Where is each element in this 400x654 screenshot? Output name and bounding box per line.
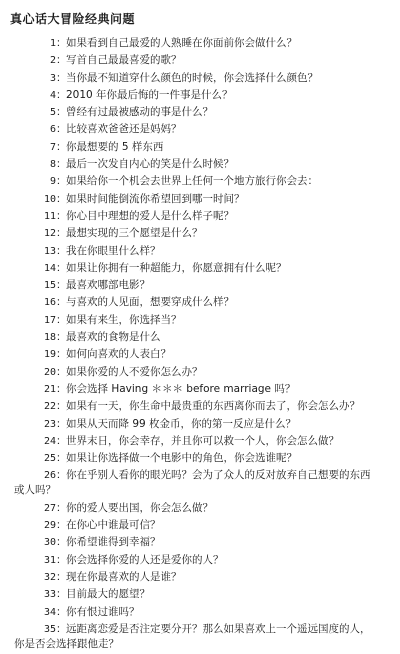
question-colon: ： bbox=[56, 469, 67, 482]
question-number: 30 bbox=[43, 537, 56, 549]
question-number: 18 bbox=[43, 332, 56, 344]
question-number: 11 bbox=[43, 210, 56, 222]
question-item bbox=[0, 278, 400, 293]
question-colon: ： bbox=[56, 331, 67, 344]
question-colon: ： bbox=[56, 209, 67, 222]
question-colon: ： bbox=[56, 88, 67, 101]
question-item bbox=[0, 330, 400, 345]
question-text: 现在你最喜欢的人是谁？ bbox=[66, 570, 182, 583]
question-number: 20 bbox=[43, 366, 56, 378]
question-number: 23 bbox=[43, 418, 56, 430]
question-text: 你希望谁得到幸福？ bbox=[66, 536, 161, 549]
question-colon: ： bbox=[56, 622, 67, 635]
question-item bbox=[0, 434, 400, 449]
question-number: 1 bbox=[49, 38, 56, 49]
question-number: 3 bbox=[49, 72, 56, 84]
question-number: 27 bbox=[43, 502, 56, 514]
question-colon: ： bbox=[56, 382, 67, 395]
question-item bbox=[0, 71, 400, 86]
question-text: 2010 年你最后悔的一件事是什么？ bbox=[66, 88, 233, 101]
question-number: 4 bbox=[49, 89, 56, 101]
question-item bbox=[0, 451, 400, 466]
question-colon: ： bbox=[56, 570, 67, 583]
question-text: 你心目中理想的爱人是什么样子呢？ bbox=[66, 209, 234, 222]
question-number: 6 bbox=[49, 124, 56, 136]
question-colon: ： bbox=[56, 244, 67, 257]
question-colon: ： bbox=[56, 588, 67, 601]
question-item bbox=[0, 382, 400, 397]
question-item bbox=[0, 36, 400, 51]
question-colon: ： bbox=[56, 553, 67, 566]
question-item bbox=[0, 417, 400, 432]
question-colon: ： bbox=[56, 434, 67, 447]
question-text: 你会选择 Having ＊＊＊ before marriage 吗？ bbox=[66, 382, 296, 395]
question-colon: ： bbox=[56, 417, 67, 430]
question-text: 如果给你一个机会去世界上任何一个地方旅行你会去： bbox=[66, 175, 318, 188]
question-colon: ： bbox=[56, 536, 67, 549]
question-number: 35 bbox=[43, 623, 56, 635]
question-text: 比较喜欢爸爸还是妈妈？ bbox=[66, 123, 182, 136]
question-item bbox=[0, 365, 400, 380]
question-number: 29 bbox=[43, 520, 56, 532]
document-title: 真心话大冒险经典问题 bbox=[10, 12, 136, 26]
question-colon: ： bbox=[56, 348, 67, 361]
question-colon: ： bbox=[56, 227, 67, 240]
question-item bbox=[0, 174, 400, 189]
question-number: 10 bbox=[43, 193, 56, 205]
question-text: 最喜欢的食物是什么 bbox=[66, 331, 161, 344]
question-number: 12 bbox=[43, 228, 56, 240]
question-number: 34 bbox=[43, 606, 56, 618]
question-item bbox=[0, 468, 400, 498]
question-number: 33 bbox=[43, 589, 56, 601]
question-item bbox=[0, 347, 400, 362]
question-colon: ： bbox=[56, 158, 67, 171]
question-text: 如果你爱的人不爱你怎么办？ bbox=[66, 365, 203, 378]
question-number: 5 bbox=[49, 107, 56, 119]
question-text: 最后一次发自内心的笑是什么时候？ bbox=[66, 158, 234, 171]
question-number: 17 bbox=[43, 314, 56, 326]
question-colon: ： bbox=[56, 296, 67, 309]
question-colon: ： bbox=[56, 279, 67, 292]
question-text: 你在乎别人看你的眼光吗？会为了众人的反对放弃自己想要的东西 bbox=[66, 469, 371, 482]
question-item bbox=[0, 226, 400, 241]
question-item bbox=[0, 122, 400, 137]
question-colon: ： bbox=[56, 519, 67, 532]
question-colon: ： bbox=[56, 452, 67, 465]
question-number: 7 bbox=[49, 141, 56, 153]
question-text: 最想实现的三个愿望是什么？ bbox=[66, 227, 203, 240]
question-text: 你的爱人要出国，你会怎么做？ bbox=[66, 501, 213, 514]
question-text: 你最想要的 5 样东西 bbox=[66, 140, 164, 153]
question-text: 如果看到自己最爱的人熟睡在你面前你会做什么？ bbox=[66, 37, 297, 49]
question-text: 你会选择你爱的人还是爱你的人？ bbox=[66, 553, 224, 566]
question-text: 远距离恋爱是否注定要分开？那么如果喜欢上一个遥远国度的人， bbox=[66, 622, 371, 635]
question-colon: ： bbox=[56, 365, 67, 378]
question-number: 2 bbox=[49, 55, 56, 67]
question-item bbox=[0, 313, 400, 328]
question-colon: ： bbox=[56, 605, 67, 618]
question-number: 16 bbox=[43, 297, 56, 309]
question-item bbox=[0, 53, 400, 68]
question-text: 当你最不知道穿什么颜色的时候，你会选择什么颜色？ bbox=[66, 71, 318, 84]
question-text: 我在你眼里什么样？ bbox=[66, 244, 161, 257]
question-item bbox=[0, 244, 400, 259]
question-item bbox=[0, 518, 400, 533]
question-text-continued: 或人吗？ bbox=[14, 484, 56, 497]
question-item bbox=[0, 88, 400, 103]
question-text: 如果从天而降 99 枚金币，你的第一反应是什么？ bbox=[66, 417, 297, 430]
question-colon: ： bbox=[56, 192, 67, 205]
question-text: 与喜欢的人见面，想要穿成什么样？ bbox=[66, 296, 234, 309]
question-list bbox=[0, 36, 400, 654]
question-number: 24 bbox=[43, 435, 56, 447]
question-colon: ： bbox=[56, 261, 67, 274]
question-text: 如果让你拥有一种超能力，你愿意拥有什么呢？ bbox=[66, 261, 287, 274]
question-number: 8 bbox=[49, 159, 56, 171]
question-text: 你有恨过谁吗？ bbox=[66, 605, 140, 618]
question-text: 如果时间能倒流你希望回到哪一时间？ bbox=[66, 192, 245, 205]
question-item bbox=[0, 295, 400, 310]
question-colon: ： bbox=[56, 501, 67, 514]
question-number: 21 bbox=[43, 383, 56, 395]
question-number: 15 bbox=[43, 280, 56, 292]
question-number: 31 bbox=[43, 554, 56, 566]
question-number: 25 bbox=[43, 453, 56, 465]
question-item bbox=[0, 140, 400, 155]
question-line bbox=[0, 622, 400, 637]
question-number: 32 bbox=[43, 571, 56, 583]
question-item bbox=[0, 535, 400, 550]
question-item bbox=[0, 570, 400, 585]
question-text: 写首自己最最喜爱的歌？ bbox=[66, 54, 182, 67]
question-colon: ： bbox=[56, 175, 67, 188]
question-item bbox=[0, 192, 400, 207]
question-item bbox=[0, 587, 400, 602]
question-number: 19 bbox=[43, 349, 56, 361]
question-text: 目前最大的愿望？ bbox=[66, 588, 150, 601]
question-text: 如何向喜欢的人表白？ bbox=[66, 348, 171, 361]
question-colon: ： bbox=[56, 140, 67, 153]
question-text-continued: 你是否会选择跟他走？ bbox=[14, 637, 119, 650]
question-colon: ： bbox=[56, 313, 67, 326]
question-number: 26 bbox=[43, 470, 56, 482]
question-item bbox=[0, 261, 400, 276]
question-text: 如果让你选择做一个电影中的角色，你会选谁呢？ bbox=[66, 452, 297, 465]
question-item bbox=[0, 553, 400, 568]
question-colon: ： bbox=[56, 106, 67, 119]
question-number: 14 bbox=[43, 262, 56, 274]
question-text: 曾经有过最被感动的事是什么？ bbox=[66, 106, 213, 119]
question-text: 世界末日，你会幸存，并且你可以救一个人，你会怎么做？ bbox=[66, 434, 339, 447]
question-line bbox=[0, 468, 400, 483]
question-number: 9 bbox=[49, 176, 56, 188]
question-colon: ： bbox=[56, 400, 67, 413]
question-number: 22 bbox=[43, 401, 56, 413]
question-text: 最喜欢哪部电影？ bbox=[66, 279, 150, 292]
question-item bbox=[0, 209, 400, 224]
question-colon: ： bbox=[56, 123, 67, 136]
question-text: 在你心中谁最可信？ bbox=[66, 519, 161, 532]
question-text: 如果有一天，你生命中最贵重的东西离你而去了，你会怎么办？ bbox=[66, 400, 360, 413]
question-item bbox=[0, 399, 400, 414]
question-colon: ： bbox=[56, 71, 67, 84]
question-colon: ： bbox=[56, 37, 67, 49]
question-item bbox=[0, 622, 400, 652]
question-text: 如果有来生，你选择当？ bbox=[66, 313, 182, 326]
question-number: 13 bbox=[43, 245, 56, 257]
question-item bbox=[0, 157, 400, 172]
question-colon: ： bbox=[56, 54, 67, 67]
question-item bbox=[0, 105, 400, 120]
question-item bbox=[0, 501, 400, 516]
